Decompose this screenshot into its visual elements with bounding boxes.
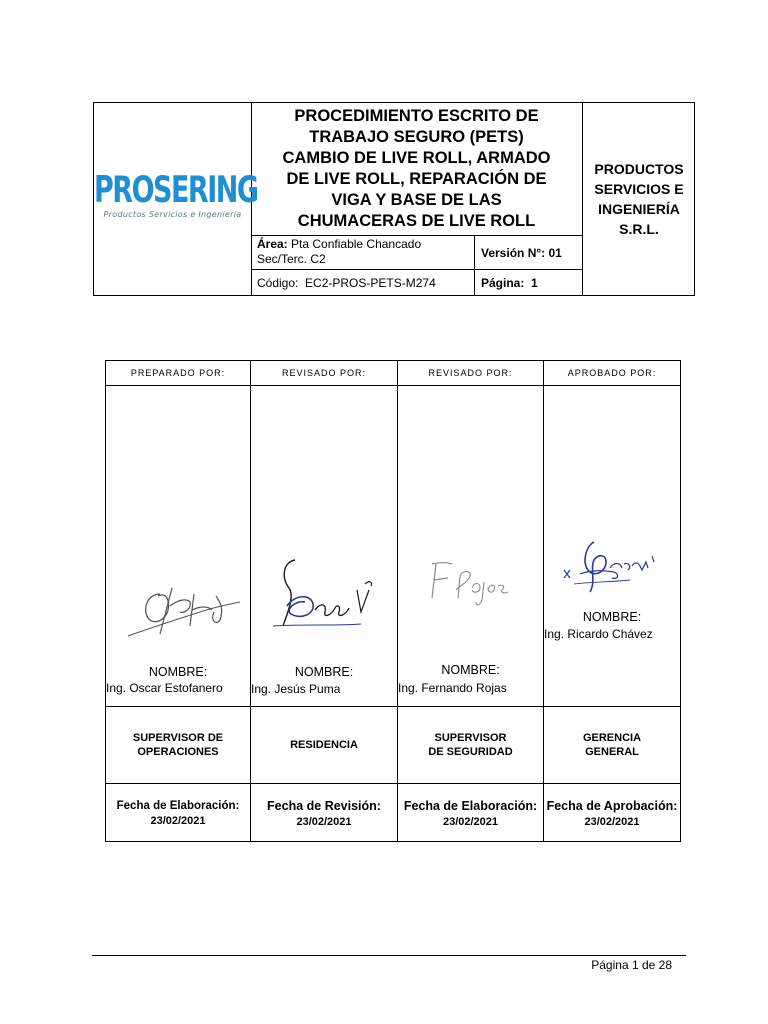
company-logo [94, 169, 258, 219]
date-cell [106, 784, 250, 842]
code-label: Código: [257, 275, 299, 290]
column-header: REVISADO POR: [398, 361, 543, 386]
signature-cell [251, 386, 397, 707]
role-line: GERENCIA [582, 732, 642, 744]
company-line: S.R.L. [619, 221, 659, 237]
page-label: Página: [481, 275, 525, 290]
company-name-cell [583, 103, 695, 295]
title-line: TRABAJO SEGURO (PETS) [309, 128, 524, 146]
document-header [93, 102, 695, 296]
logo-wordmark: PROSERING [94, 169, 258, 212]
signer-name: Ing. Oscar Estofanero [106, 681, 223, 695]
name-label: NOMBRE: [148, 665, 208, 679]
version-value: 01 [548, 245, 562, 260]
date-label: Fecha de Elaboración: [403, 798, 538, 813]
role-line: OPERACIONES [137, 746, 219, 758]
column-header: REVISADO POR: [251, 361, 397, 386]
signature-cell [544, 386, 680, 707]
date-cell [251, 784, 397, 842]
date-value: 23/02/2021 [442, 815, 499, 828]
signer-name: Ing. Ricardo Chávez [544, 627, 653, 641]
approval-column-prepared [106, 361, 251, 841]
name-label: NOMBRE: [582, 610, 642, 624]
signature-icon [265, 554, 385, 634]
company-line: INGENIERÍA [598, 201, 680, 217]
code-field [251, 270, 475, 295]
date-value: 23/02/2021 [296, 815, 352, 828]
role-cell [398, 707, 543, 784]
title-line: VIGA Y BASE DE LAS [331, 191, 502, 209]
role-cell [544, 707, 680, 784]
area-label: Área: [257, 237, 288, 251]
title-cell [251, 103, 583, 236]
page-value: 1 [531, 275, 538, 290]
title-line: PROCEDIMIENTO ESCRITO DE [294, 107, 539, 125]
signature-cell [106, 386, 250, 707]
company-name [594, 159, 683, 239]
page-number: Página 1 de 28 [591, 958, 672, 972]
approval-column-review-1 [251, 361, 398, 841]
name-label: NOMBRE: [441, 663, 500, 677]
column-header: APROBADO POR: [544, 361, 680, 386]
date-label: Fecha de Elaboración: [116, 799, 240, 812]
company-line: SERVICIOS E [594, 181, 684, 197]
company-line: PRODUCTOS [594, 161, 684, 177]
approval-column-approved [544, 361, 680, 841]
date-value: 23/02/2021 [150, 814, 206, 827]
title-line: DE LIVE ROLL, REPARACIÓN DE [286, 170, 547, 188]
approval-column-review-2 [398, 361, 544, 841]
logo-tagline: Productos Servicios e Ingeniería [103, 210, 242, 219]
role-cell [106, 707, 250, 784]
column-header: PREPARADO POR: [106, 361, 250, 386]
area-version-row [251, 236, 583, 270]
approval-table [105, 360, 681, 842]
title-line: CAMBIO DE LIVE ROLL, ARMADO [282, 149, 551, 167]
code-page-row [251, 270, 583, 295]
name-label: NOMBRE: [294, 665, 354, 679]
document-title [279, 106, 555, 232]
code-value: EC2-PROS-PETS-M274 [305, 275, 436, 290]
footer-rule [92, 955, 686, 956]
area-field [251, 236, 475, 269]
version-label: Versión N°: [481, 245, 546, 260]
role-line: RESIDENCIA [290, 739, 358, 751]
role-line: GENERAL [585, 746, 639, 758]
page-field [475, 270, 582, 295]
signature-icon [560, 532, 670, 612]
role-cell [251, 707, 397, 784]
date-cell [398, 784, 543, 842]
role-line: SUPERVISOR [434, 732, 507, 744]
role-line: SUPERVISOR DE [132, 732, 224, 744]
signer-name: Ing. Jesús Puma [251, 682, 341, 696]
signature-cell [398, 386, 543, 707]
logo-cell [94, 103, 258, 295]
date-label: Fecha de Revisión: [267, 798, 381, 813]
signature-icon [422, 554, 522, 614]
version-field [475, 236, 582, 269]
date-value: 23/02/2021 [584, 815, 640, 828]
signer-name: Ing. Fernando Rojas [398, 681, 507, 695]
role-line: DE SEGURIDAD [428, 746, 513, 758]
signature-icon [120, 576, 245, 642]
area-value: Pta Confiable Chancado Sec/Terc. C2 [257, 237, 422, 266]
date-label: Fecha de Aprobación: [546, 798, 678, 813]
date-cell [544, 784, 680, 842]
title-line: CHUMACERAS DE LIVE ROLL [297, 212, 536, 230]
